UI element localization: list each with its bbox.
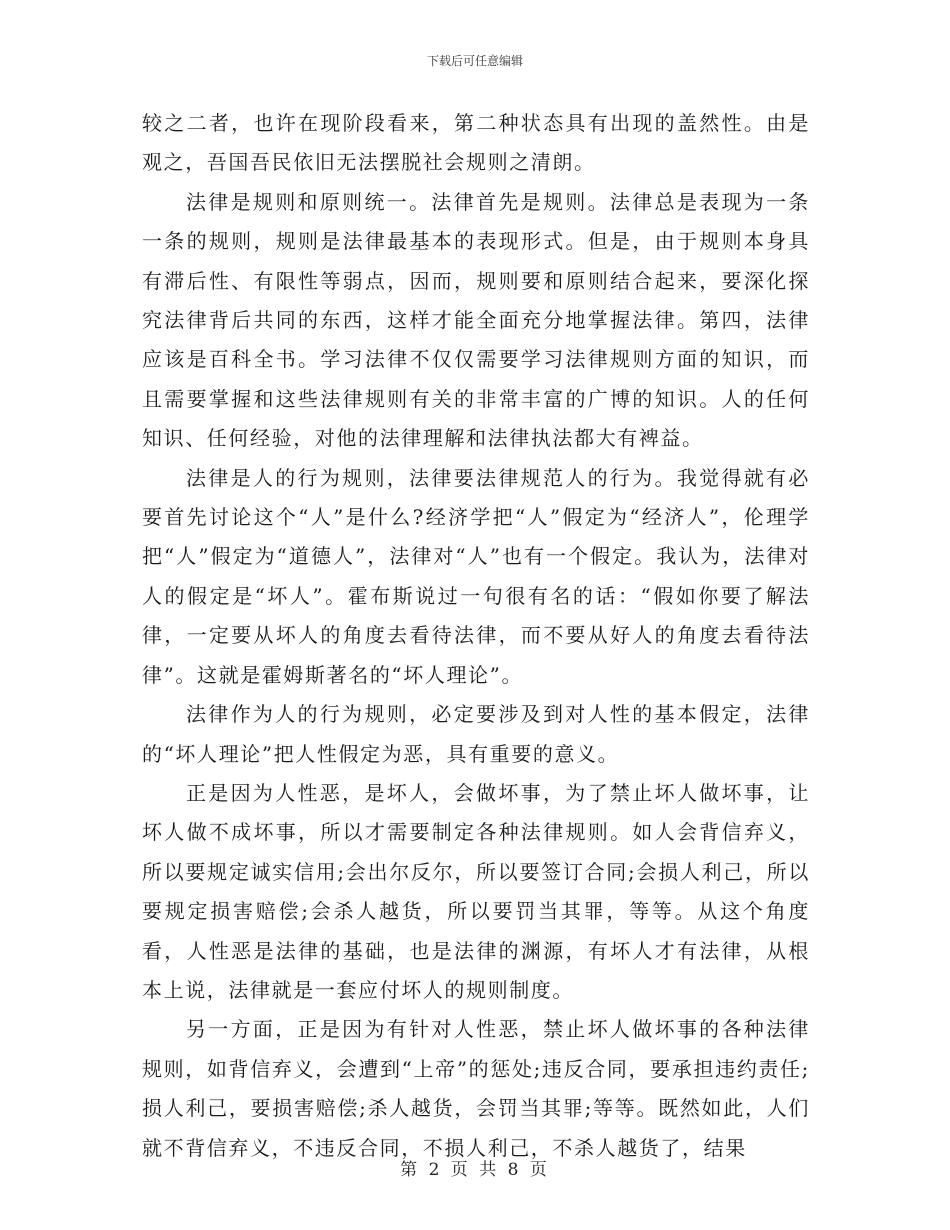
document-body (142, 104, 810, 1168)
paragraph-bad-man-theory: 法律是人的行为规则，法律要法律规范人的行为。我觉得就有必要首先讨论这个“人”是什么?经济学把“人”假定为“经济人”，伦理学把“人”假定为“道德人”，法律对“人”也有一个假定。我认为，法律对人的假定是“坏人”。霍布斯说过一句很有名的话：“假如你要了解法律，一定要从坏人的角度去看待法律，而不要从好人的角度去看待法律”。这就是霍姆斯著名的“坏人理论”。 (142, 465, 810, 687)
page-number-footer: 第 2 页 共 8 页 (400, 1160, 550, 1180)
paragraph-evil-nature-basis: 正是因为人性恶，是坏人，会做坏事，为了禁止坏人做坏事，让坏人做不成坏事，所以才需要制定各种法律规则。如人会背信弃义，所以要规定诚实信用;会出尔反尔，所以要签订合同;会损人利己，所以要规定损害赔偿;会杀人越货，所以要罚当其罪，等等。从这个角度看，人性恶是法律的基础，也是法律的渊源，有坏人才有法律，从根本上说，法律就是一套应付坏人的规则制度。 (142, 780, 810, 1002)
page-header: 下载后可任意编辑 (426, 54, 523, 68)
paragraph-other-aspect: 另一方面，正是因为有针对人性恶，禁止坏人做坏事的各种法律规则，如背信弃义，会遭到“上帝”的惩处;违反合同，要承担违约责任;损人利己，要损害赔偿;杀人越货，会罚当其罪;等等。既然如此，人们就不背信弃义，不违反合同，不损人利己，不杀人越货了，结果 (142, 1017, 810, 1160)
paragraph-rules-and-principles: 法律是规则和原则统一。法律首先是规则。法律总是表现为一条一条的规则，规则是法律最基本的表现形式。但是，由于规则本身具有滞后性、有限性等弱点，因而，规则要和原则结合起来，要深化探究法律背后共同的东西，这样才能全面充分地掌握法律。第四，法律应该是百科全书。学习法律不仅仅需要学习法律规则方面的知识，而且需要掌握和这些法律规则有关的非常丰富的广博的知识。人的任何知识、任何经验，对他的法律理解和法律执法都大有裨益。 (142, 189, 810, 451)
paragraph-human-nature-assumption: 法律作为人的行为规则，必定要涉及到对人性的基本假定，法律的“坏人理论”把人性假定为恶，具有重要的意义。 (142, 702, 810, 766)
paragraph-continuation: 较之二者，也许在现阶段看来，第二种状态具有出现的盖然性。由是观之，吾国吾民依旧无法摆脱社会规则之清朗。 (142, 111, 810, 175)
